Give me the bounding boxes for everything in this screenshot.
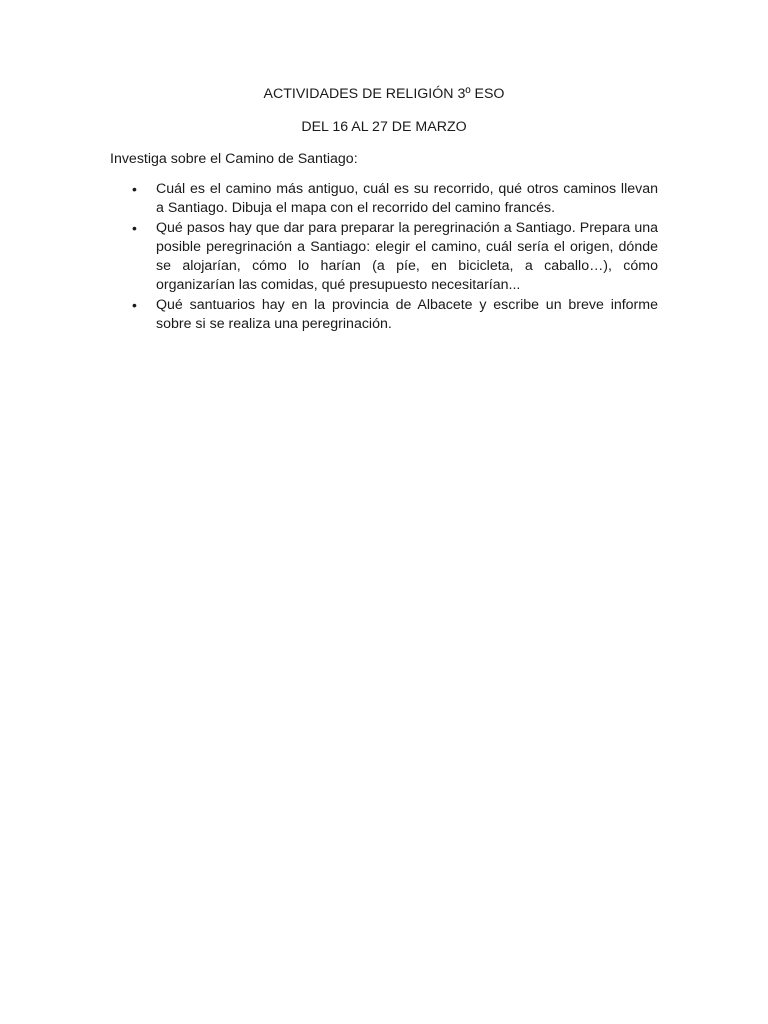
list-item xyxy=(110,296,658,335)
activity-list xyxy=(110,180,658,334)
intro-text: Investiga sobre el Camino de Santiago: xyxy=(110,151,358,167)
list-item xyxy=(110,219,658,296)
bullet-icon: • xyxy=(132,219,137,236)
bullet-icon: • xyxy=(132,181,137,197)
list-item-text: Qué santuarios hay en la provincia de Albacete y escribe un breve informe sobre si se realiza una peregrinación. xyxy=(156,296,658,333)
list-item-text: Qué pasos hay que dar para preparar la peregrinación a Santiago. Prepara una posible peregrinación a Santiago: elegir el camino, cuál sería el origen, dónde se alojarían, cómo lo harían (a píe, en bicicleta, a caballo…), cómo organizarían las comidas, qué presupuesto necesitarían... xyxy=(156,219,658,294)
document-subtitle: DEL 16 AL 27 DE MARZO xyxy=(301,119,467,135)
list-item-text: Cuál es el camino más antiguo, cuál es su recorrido, qué otros caminos llevan a Santiago. Dibuja el mapa con el recorrido del camino francés. xyxy=(156,181,658,217)
list-item xyxy=(110,180,658,219)
bullet-icon: • xyxy=(132,296,137,313)
document-title: ACTIVIDADES DE RELIGIÓN 3º ESO xyxy=(263,86,505,102)
